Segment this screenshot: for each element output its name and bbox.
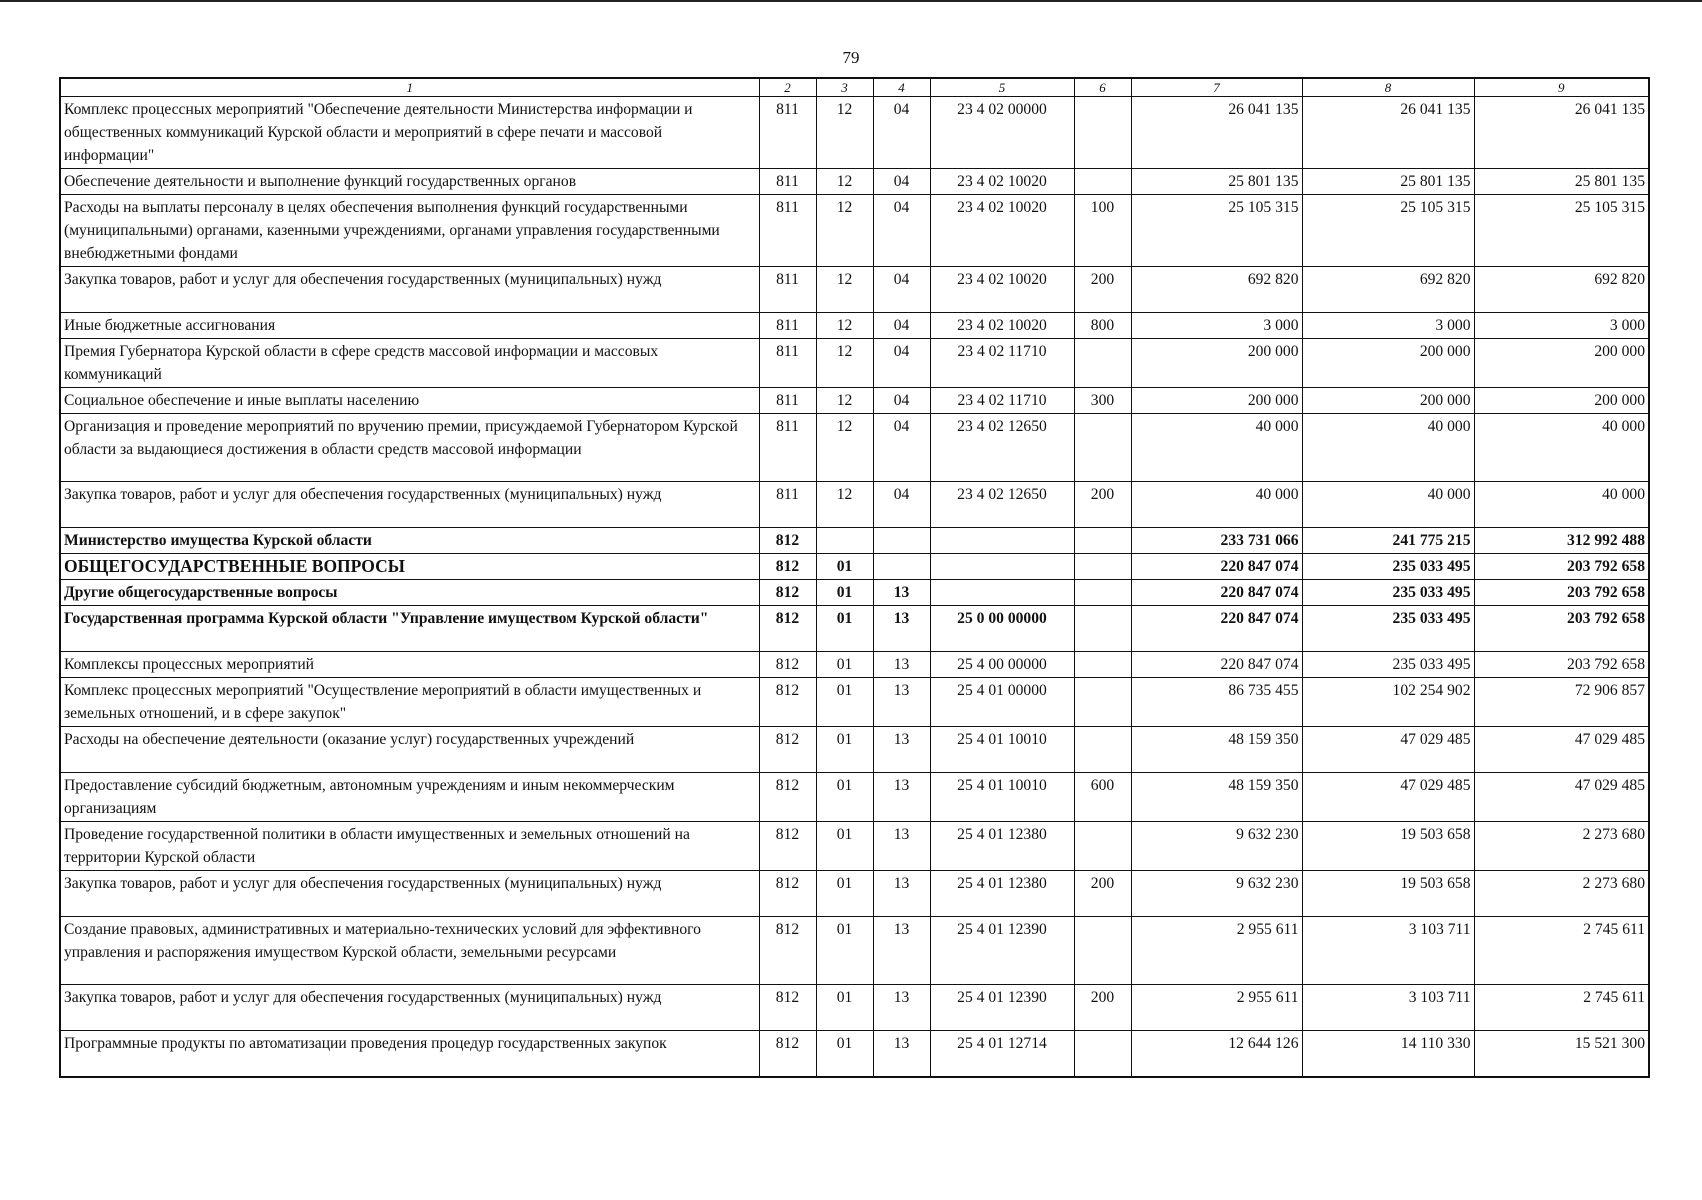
cell-amount-col7: 86 735 455 xyxy=(1131,678,1302,727)
table-row xyxy=(60,195,1649,267)
cell-target-article: 25 4 00 00000 xyxy=(930,652,1074,678)
cell-amount-col7: 2 955 611 xyxy=(1131,917,1302,985)
cell-name: Программные продукты по автоматизации проведения процедур государственных закупок xyxy=(60,1031,759,1077)
cell-ministry-code: 811 xyxy=(759,313,816,339)
cell-target-article: 23 4 02 10020 xyxy=(930,195,1074,267)
cell-amount-col8: 102 254 902 xyxy=(1302,678,1474,727)
table-row xyxy=(60,727,1649,773)
cell-ministry-code: 812 xyxy=(759,727,816,773)
cell-name: ОБЩЕГОСУДАРСТВЕННЫЕ ВОПРОСЫ xyxy=(60,554,759,580)
budget-table xyxy=(59,77,1650,1078)
cell-expense-type xyxy=(1074,339,1131,388)
cell-subsection: 04 xyxy=(873,388,930,414)
cell-amount-col7: 12 644 126 xyxy=(1131,1031,1302,1077)
cell-subsection: 04 xyxy=(873,169,930,195)
cell-amount-col8: 235 033 495 xyxy=(1302,606,1474,652)
table-row xyxy=(60,388,1649,414)
cell-amount-col8: 40 000 xyxy=(1302,414,1474,482)
table-row xyxy=(60,97,1649,169)
cell-target-article: 23 4 02 00000 xyxy=(930,97,1074,169)
cell-section: 12 xyxy=(816,482,873,528)
cell-ministry-code: 812 xyxy=(759,528,816,554)
header-col-5: 5 xyxy=(930,78,1074,97)
cell-section: 12 xyxy=(816,267,873,313)
header-col-3: 3 xyxy=(816,78,873,97)
cell-amount-col9: 40 000 xyxy=(1474,414,1649,482)
cell-name: Иные бюджетные ассигнования xyxy=(60,313,759,339)
cell-expense-type xyxy=(1074,169,1131,195)
cell-amount-col8: 19 503 658 xyxy=(1302,871,1474,917)
cell-amount-col7: 200 000 xyxy=(1131,388,1302,414)
cell-amount-col9: 47 029 485 xyxy=(1474,773,1649,822)
cell-ministry-code: 812 xyxy=(759,773,816,822)
cell-target-article: 25 4 01 12714 xyxy=(930,1031,1074,1077)
cell-target-article: 23 4 02 10020 xyxy=(930,169,1074,195)
cell-amount-col7: 40 000 xyxy=(1131,414,1302,482)
cell-amount-col7: 48 159 350 xyxy=(1131,727,1302,773)
cell-amount-col9: 25 105 315 xyxy=(1474,195,1649,267)
cell-section: 12 xyxy=(816,414,873,482)
cell-expense-type xyxy=(1074,727,1131,773)
cell-target-article: 23 4 02 12650 xyxy=(930,414,1074,482)
header-col-7: 7 xyxy=(1131,78,1302,97)
cell-amount-col8: 25 801 135 xyxy=(1302,169,1474,195)
cell-subsection: 04 xyxy=(873,313,930,339)
cell-target-article: 23 4 02 10020 xyxy=(930,313,1074,339)
cell-name: Комплекс процессных мероприятий "Осуществление мероприятий в области имущественных и земельных отношений, и в сфере закупок" xyxy=(60,678,759,727)
cell-amount-col7: 25 105 315 xyxy=(1131,195,1302,267)
cell-section: 01 xyxy=(816,554,873,580)
cell-amount-col7: 692 820 xyxy=(1131,267,1302,313)
cell-expense-type: 600 xyxy=(1074,773,1131,822)
cell-amount-col8: 200 000 xyxy=(1302,388,1474,414)
cell-amount-col7: 9 632 230 xyxy=(1131,822,1302,871)
cell-section: 01 xyxy=(816,822,873,871)
cell-amount-col8: 3 103 711 xyxy=(1302,917,1474,985)
cell-section xyxy=(816,528,873,554)
cell-amount-col7: 3 000 xyxy=(1131,313,1302,339)
cell-name: Проведение государственной политики в области имущественных и земельных отношений на территории Курской области xyxy=(60,822,759,871)
cell-ministry-code: 811 xyxy=(759,267,816,313)
cell-amount-col9: 312 992 488 xyxy=(1474,528,1649,554)
header-col-4: 4 xyxy=(873,78,930,97)
table-row xyxy=(60,678,1649,727)
cell-target-article: 25 4 01 12390 xyxy=(930,917,1074,985)
cell-subsection xyxy=(873,528,930,554)
cell-amount-col8: 235 033 495 xyxy=(1302,554,1474,580)
cell-amount-col8: 235 033 495 xyxy=(1302,652,1474,678)
cell-expense-type xyxy=(1074,97,1131,169)
cell-amount-col8: 26 041 135 xyxy=(1302,97,1474,169)
cell-subsection: 04 xyxy=(873,482,930,528)
header-col-1: 1 xyxy=(60,78,759,97)
cell-amount-col9: 200 000 xyxy=(1474,339,1649,388)
cell-subsection: 13 xyxy=(873,985,930,1031)
cell-target-article: 25 4 01 12380 xyxy=(930,822,1074,871)
cell-name: Организация и проведение мероприятий по вручению премии, присуждаемой Губернатором Курской области за выдающиеся достижения в области средств массовой информации xyxy=(60,414,759,482)
cell-subsection: 13 xyxy=(873,871,930,917)
table-row xyxy=(60,917,1649,985)
header-col-8: 8 xyxy=(1302,78,1474,97)
cell-section: 01 xyxy=(816,678,873,727)
cell-target-article xyxy=(930,554,1074,580)
cell-amount-col7: 48 159 350 xyxy=(1131,773,1302,822)
cell-expense-type: 200 xyxy=(1074,871,1131,917)
table-row xyxy=(60,773,1649,822)
cell-amount-col8: 19 503 658 xyxy=(1302,822,1474,871)
cell-amount-col8: 14 110 330 xyxy=(1302,1031,1474,1077)
cell-section: 01 xyxy=(816,652,873,678)
cell-section: 01 xyxy=(816,871,873,917)
cell-ministry-code: 812 xyxy=(759,871,816,917)
page-top-border xyxy=(0,0,1702,2)
table-row xyxy=(60,169,1649,195)
cell-ministry-code: 811 xyxy=(759,97,816,169)
cell-subsection xyxy=(873,554,930,580)
cell-expense-type xyxy=(1074,554,1131,580)
cell-expense-type xyxy=(1074,678,1131,727)
cell-subsection: 13 xyxy=(873,652,930,678)
page-number: 79 xyxy=(842,48,860,67)
cell-amount-col9: 47 029 485 xyxy=(1474,727,1649,773)
cell-section: 01 xyxy=(816,917,873,985)
table-row xyxy=(60,606,1649,652)
cell-amount-col7: 9 632 230 xyxy=(1131,871,1302,917)
table-row xyxy=(60,528,1649,554)
cell-ministry-code: 812 xyxy=(759,678,816,727)
cell-expense-type: 800 xyxy=(1074,313,1131,339)
cell-ministry-code: 811 xyxy=(759,195,816,267)
cell-subsection: 13 xyxy=(873,1031,930,1077)
cell-amount-col8: 241 775 215 xyxy=(1302,528,1474,554)
cell-amount-col9: 2 273 680 xyxy=(1474,871,1649,917)
table-header-row xyxy=(60,78,1649,97)
cell-amount-col9: 203 792 658 xyxy=(1474,652,1649,678)
cell-name: Закупка товаров, работ и услуг для обеспечения государственных (муниципальных) нужд xyxy=(60,482,759,528)
cell-ministry-code: 812 xyxy=(759,554,816,580)
cell-expense-type xyxy=(1074,414,1131,482)
cell-name: Закупка товаров, работ и услуг для обеспечения государственных (муниципальных) нужд xyxy=(60,985,759,1031)
cell-expense-type xyxy=(1074,652,1131,678)
cell-expense-type xyxy=(1074,606,1131,652)
cell-section: 12 xyxy=(816,169,873,195)
table-row xyxy=(60,267,1649,313)
table-row xyxy=(60,580,1649,606)
table-row xyxy=(60,1031,1649,1077)
table-row xyxy=(60,652,1649,678)
cell-section: 12 xyxy=(816,97,873,169)
cell-target-article: 25 4 01 12380 xyxy=(930,871,1074,917)
cell-name: Государственная программа Курской области "Управление имуществом Курской области" xyxy=(60,606,759,652)
cell-name: Расходы на выплаты персоналу в целях обеспечения выполнения функций государственными (муниципальными) органами, казенными учреждениями, органами управления государственными внебюджетными фондами xyxy=(60,195,759,267)
cell-amount-col7: 200 000 xyxy=(1131,339,1302,388)
cell-target-article xyxy=(930,580,1074,606)
cell-subsection: 13 xyxy=(873,606,930,652)
cell-subsection: 04 xyxy=(873,339,930,388)
cell-amount-col7: 220 847 074 xyxy=(1131,554,1302,580)
cell-ministry-code: 811 xyxy=(759,169,816,195)
table-row xyxy=(60,339,1649,388)
cell-expense-type xyxy=(1074,1031,1131,1077)
cell-amount-col7: 220 847 074 xyxy=(1131,580,1302,606)
cell-ministry-code: 812 xyxy=(759,985,816,1031)
cell-amount-col9: 2 745 611 xyxy=(1474,985,1649,1031)
cell-expense-type: 200 xyxy=(1074,985,1131,1031)
cell-name: Предоставление субсидий бюджетным, автономным учреждениям и иным некоммерческим организациям xyxy=(60,773,759,822)
cell-target-article: 25 4 01 00000 xyxy=(930,678,1074,727)
cell-subsection: 13 xyxy=(873,727,930,773)
cell-amount-col8: 3 000 xyxy=(1302,313,1474,339)
cell-amount-col7: 220 847 074 xyxy=(1131,652,1302,678)
cell-target-article: 25 0 00 00000 xyxy=(930,606,1074,652)
header-col-2: 2 xyxy=(759,78,816,97)
cell-amount-col9: 200 000 xyxy=(1474,388,1649,414)
cell-section: 01 xyxy=(816,580,873,606)
cell-subsection: 13 xyxy=(873,822,930,871)
cell-subsection: 13 xyxy=(873,917,930,985)
cell-section: 01 xyxy=(816,727,873,773)
cell-name: Комплексы процессных мероприятий xyxy=(60,652,759,678)
cell-amount-col8: 25 105 315 xyxy=(1302,195,1474,267)
cell-amount-col8: 3 103 711 xyxy=(1302,985,1474,1031)
cell-name: Расходы на обеспечение деятельности (оказание услуг) государственных учреждений xyxy=(60,727,759,773)
cell-amount-col9: 40 000 xyxy=(1474,482,1649,528)
cell-name: Комплекс процессных мероприятий "Обеспечение деятельности Министерства информации и общественных коммуникаций Курской области и мероприятий в сфере печати и массовой информации" xyxy=(60,97,759,169)
cell-amount-col7: 25 801 135 xyxy=(1131,169,1302,195)
cell-amount-col8: 235 033 495 xyxy=(1302,580,1474,606)
cell-amount-col9: 2 745 611 xyxy=(1474,917,1649,985)
cell-target-article: 23 4 02 12650 xyxy=(930,482,1074,528)
cell-target-article: 25 4 01 10010 xyxy=(930,727,1074,773)
cell-subsection: 04 xyxy=(873,414,930,482)
cell-amount-col8: 692 820 xyxy=(1302,267,1474,313)
cell-ministry-code: 811 xyxy=(759,339,816,388)
table-row xyxy=(60,822,1649,871)
cell-name: Обеспечение деятельности и выполнение функций государственных органов xyxy=(60,169,759,195)
cell-expense-type xyxy=(1074,917,1131,985)
cell-amount-col9: 72 906 857 xyxy=(1474,678,1649,727)
cell-ministry-code: 812 xyxy=(759,822,816,871)
cell-target-article: 23 4 02 11710 xyxy=(930,339,1074,388)
cell-name: Социальное обеспечение и иные выплаты населению xyxy=(60,388,759,414)
cell-expense-type xyxy=(1074,528,1131,554)
cell-amount-col9: 692 820 xyxy=(1474,267,1649,313)
cell-ministry-code: 811 xyxy=(759,414,816,482)
cell-section: 01 xyxy=(816,606,873,652)
cell-target-article: 23 4 02 10020 xyxy=(930,267,1074,313)
cell-ministry-code: 812 xyxy=(759,606,816,652)
cell-ministry-code: 811 xyxy=(759,388,816,414)
cell-amount-col7: 233 731 066 xyxy=(1131,528,1302,554)
cell-amount-col7: 26 041 135 xyxy=(1131,97,1302,169)
table-body xyxy=(60,97,1649,1077)
cell-subsection: 04 xyxy=(873,195,930,267)
cell-section: 12 xyxy=(816,388,873,414)
cell-ministry-code: 812 xyxy=(759,1031,816,1077)
cell-amount-col7: 2 955 611 xyxy=(1131,985,1302,1031)
cell-amount-col7: 220 847 074 xyxy=(1131,606,1302,652)
cell-ministry-code: 812 xyxy=(759,917,816,985)
cell-amount-col9: 203 792 658 xyxy=(1474,554,1649,580)
cell-amount-col8: 200 000 xyxy=(1302,339,1474,388)
cell-amount-col8: 47 029 485 xyxy=(1302,773,1474,822)
table-row xyxy=(60,871,1649,917)
cell-section: 01 xyxy=(816,1031,873,1077)
table-row xyxy=(60,414,1649,482)
table-row xyxy=(60,985,1649,1031)
cell-ministry-code: 812 xyxy=(759,580,816,606)
cell-target-article xyxy=(930,528,1074,554)
cell-subsection: 13 xyxy=(873,580,930,606)
header-col-6: 6 xyxy=(1074,78,1131,97)
cell-section: 12 xyxy=(816,339,873,388)
cell-name: Другие общегосударственные вопросы xyxy=(60,580,759,606)
cell-name: Министерство имущества Курской области xyxy=(60,528,759,554)
cell-ministry-code: 811 xyxy=(759,482,816,528)
cell-amount-col8: 40 000 xyxy=(1302,482,1474,528)
cell-amount-col9: 203 792 658 xyxy=(1474,606,1649,652)
table-row xyxy=(60,313,1649,339)
cell-amount-col9: 26 041 135 xyxy=(1474,97,1649,169)
cell-name: Закупка товаров, работ и услуг для обеспечения государственных (муниципальных) нужд xyxy=(60,871,759,917)
cell-section: 12 xyxy=(816,313,873,339)
cell-amount-col9: 3 000 xyxy=(1474,313,1649,339)
cell-subsection: 13 xyxy=(873,678,930,727)
cell-expense-type: 200 xyxy=(1074,482,1131,528)
cell-amount-col9: 25 801 135 xyxy=(1474,169,1649,195)
cell-ministry-code: 812 xyxy=(759,652,816,678)
table-row xyxy=(60,482,1649,528)
cell-subsection: 04 xyxy=(873,97,930,169)
header-col-9: 9 xyxy=(1474,78,1649,97)
cell-amount-col9: 203 792 658 xyxy=(1474,580,1649,606)
cell-name: Создание правовых, административных и материально-технических условий для эффективного управления и распоряжения имуществом Курской области, земельными ресурсами xyxy=(60,917,759,985)
cell-expense-type: 200 xyxy=(1074,267,1131,313)
cell-expense-type: 100 xyxy=(1074,195,1131,267)
cell-amount-col9: 15 521 300 xyxy=(1474,1031,1649,1077)
cell-name: Премия Губернатора Курской области в сфере средств массовой информации и массовых коммуникаций xyxy=(60,339,759,388)
cell-section: 12 xyxy=(816,195,873,267)
cell-amount-col7: 40 000 xyxy=(1131,482,1302,528)
cell-amount-col8: 47 029 485 xyxy=(1302,727,1474,773)
cell-expense-type: 300 xyxy=(1074,388,1131,414)
cell-subsection: 04 xyxy=(873,267,930,313)
cell-amount-col9: 2 273 680 xyxy=(1474,822,1649,871)
cell-name: Закупка товаров, работ и услуг для обеспечения государственных (муниципальных) нужд xyxy=(60,267,759,313)
cell-section: 01 xyxy=(816,773,873,822)
cell-expense-type xyxy=(1074,822,1131,871)
cell-target-article: 25 4 01 12390 xyxy=(930,985,1074,1031)
cell-expense-type xyxy=(1074,580,1131,606)
table-row xyxy=(60,554,1649,580)
cell-subsection: 13 xyxy=(873,773,930,822)
cell-section: 01 xyxy=(816,985,873,1031)
cell-target-article: 25 4 01 10010 xyxy=(930,773,1074,822)
cell-target-article: 23 4 02 11710 xyxy=(930,388,1074,414)
